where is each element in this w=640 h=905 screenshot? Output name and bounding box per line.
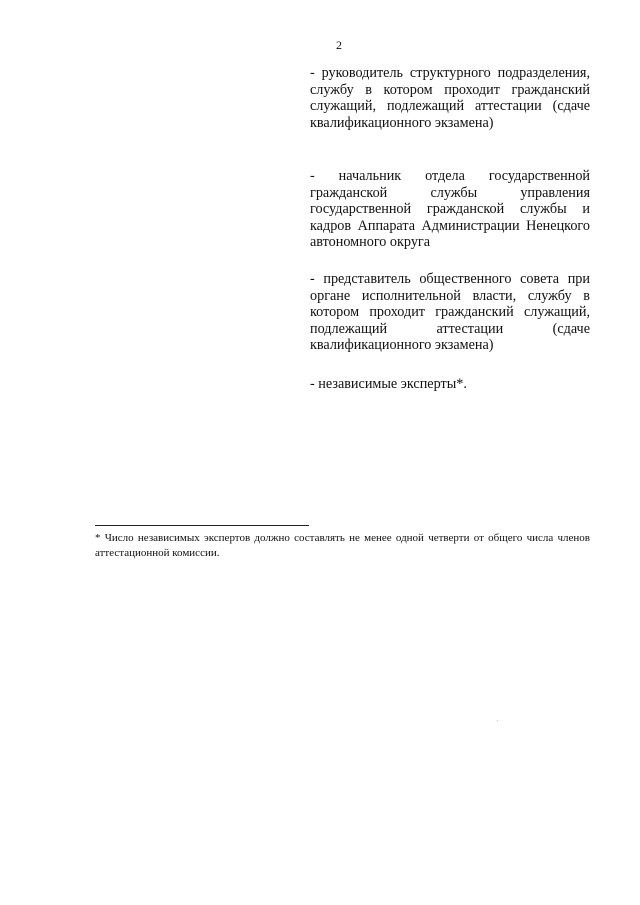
member-item-independent-experts: - независимые эксперты*. <box>310 376 467 392</box>
member-item-structural-head: - руководитель структурного подразделения, службу в котором проходит гражданский служащий, подлежащий аттестации (сдаче квалификационного экзамена) <box>310 65 590 131</box>
footnote-divider <box>95 525 309 526</box>
page-number: 2 <box>336 38 342 52</box>
footnote-text: * Число независимых экспертов должно составлять не менее одной четверти от общего числа членов аттестационной комиссии. <box>95 532 590 559</box>
scan-speck <box>497 720 498 721</box>
member-item-department-head: - начальник отдела государственной гражданской службы управления государственной гражданской службы и кадров Аппарата Администрации Ненецкого автономного округа <box>310 168 590 251</box>
member-item-public-council-rep: - представитель общественного совета при органе исполнительной власти, службу в котором проходит гражданский служащий, подлежащий аттестации (сдаче квалификационного экзамена) <box>310 271 590 354</box>
